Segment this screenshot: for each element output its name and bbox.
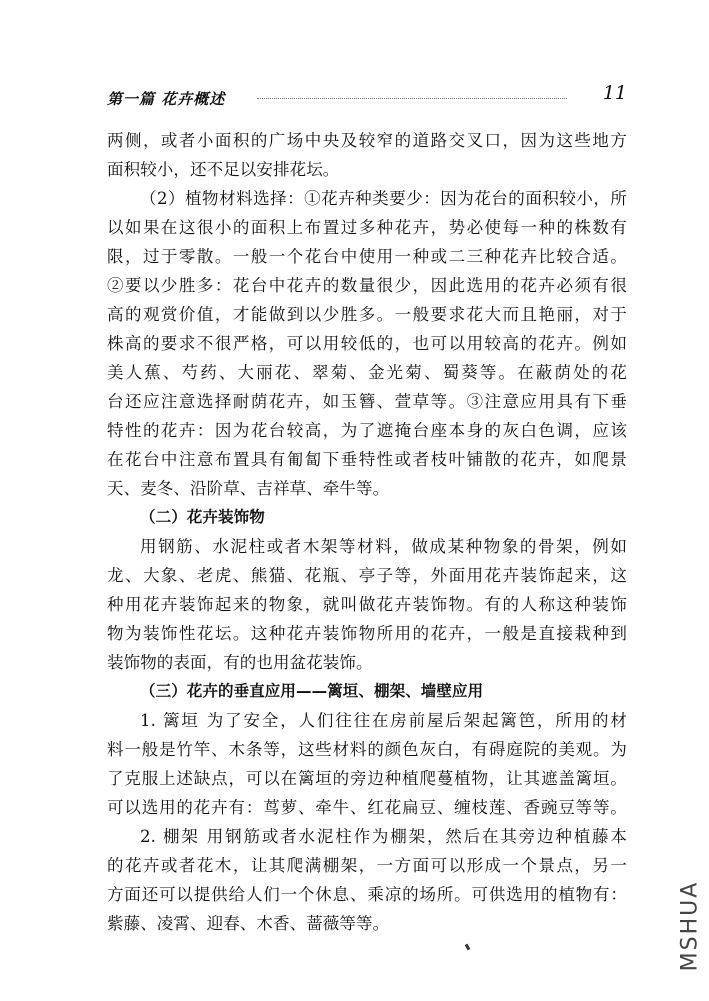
text-line: 天、麦冬、沿阶草、吉祥草、牵牛等。 (107, 479, 390, 498)
text-line: 龙、大象、老虎、熊猫、花瓶、亭子等，外面用花卉装饰起来，这 (107, 566, 627, 585)
text-line: 用钢筋、水泥柱或者木架等材料，做成某种物象的骨架，例如 (140, 537, 627, 556)
text-line: 物为装饰性花坛。这种花卉装饰物所用的花卉，一般是直接栽种到 (107, 624, 627, 643)
text-line: 在花台中注意布置具有匍匐下垂特性或者枝叶铺散的花卉，如爬景 (107, 450, 627, 469)
page-header (107, 82, 627, 114)
text-line: 紫藤、凌霄、迎春、木香、蔷薇等等。 (107, 914, 390, 933)
scan-speck (465, 944, 471, 951)
text-line: 装饰物的表面，有的也用盆花装饰。 (107, 653, 373, 672)
text-line: 台还应注意选择耐荫花卉，如玉簪、萱草等。③注意应用具有下垂 (107, 392, 627, 411)
text-line: 了克服上述缺点，可以在篱垣的旁边种植爬蔓植物，让其遮盖篱垣。 (107, 769, 627, 788)
text-line: 种用花卉装饰起来的物象，就叫做花卉装饰物。有的人称这种装饰 (107, 595, 627, 614)
text-line: ②要以少胜多：花台中花卉的数量很少，因此选用的花卉必须有很 (107, 276, 627, 295)
section-heading: （三）花卉的垂直应用——篱垣、棚架、墙壁应用 (140, 682, 484, 700)
section-heading: （二）花卉装饰物 (140, 508, 265, 526)
text-line: 特性的花卉：因为花台较高，为了遮掩台座本身的灰白色调，应该 (107, 421, 627, 440)
text-line: 1. 篱垣 为了安全，人们往往在房前屋后架起篱笆，所用的材 (140, 711, 627, 730)
header-rule (257, 98, 567, 99)
text-line: 两侧，或者小面积的广场中央及较窄的道路交叉口，因为这些地方 (107, 131, 627, 150)
text-line: 料一般是竹竿、木条等，这些材料的颜色灰白，有碍庭院的美观。为 (107, 740, 627, 759)
text-line: 的花卉或者花木，让其爬满棚架，一方面可以形成一个景点，另一 (107, 856, 627, 875)
text-line: 2. 棚架 用钢筋或者水泥柱作为棚架，然后在其旁边种植藤本 (140, 827, 627, 846)
page-number: 11 (602, 82, 627, 104)
watermark (677, 863, 703, 989)
text-line: 面积较小，还不足以安排花坛。 (107, 160, 340, 179)
text-line: 美人蕉、芍药、大丽花、翠菊、金光菊、蜀葵等。在蔽荫处的花 (107, 363, 627, 382)
text-line: 限，过于零散。一般一个花台中使用一种或二三种花卉比较合适。 (107, 247, 627, 266)
text-line: 高的观赏价值，才能做到以少胜多。一般要求花大而且艳丽，对于 (107, 305, 627, 324)
watermark-text: MSHUA (677, 880, 703, 972)
text-line: 以如果在这很小的面积上布置过多种花卉，势必使每一种的株数有 (107, 218, 627, 237)
text-line: 方面还可以提供给人们一个休息、乘凉的场所。可供选用的植物有： (107, 885, 627, 904)
text-line: （2）植物材料选择：①花卉种类要少：因为花台的面积较小，所 (140, 189, 627, 208)
chapter-title: 第一篇 花卉概述 (107, 90, 226, 108)
page-body (107, 126, 627, 938)
text-line: 株高的要求不很严格，可以用较低的，也可以用较高的花卉。例如 (107, 334, 627, 353)
text-line: 可以选用的花卉有：茑萝、牵牛、红花扁豆、缠枝莲、香豌豆等等。 (107, 798, 627, 817)
